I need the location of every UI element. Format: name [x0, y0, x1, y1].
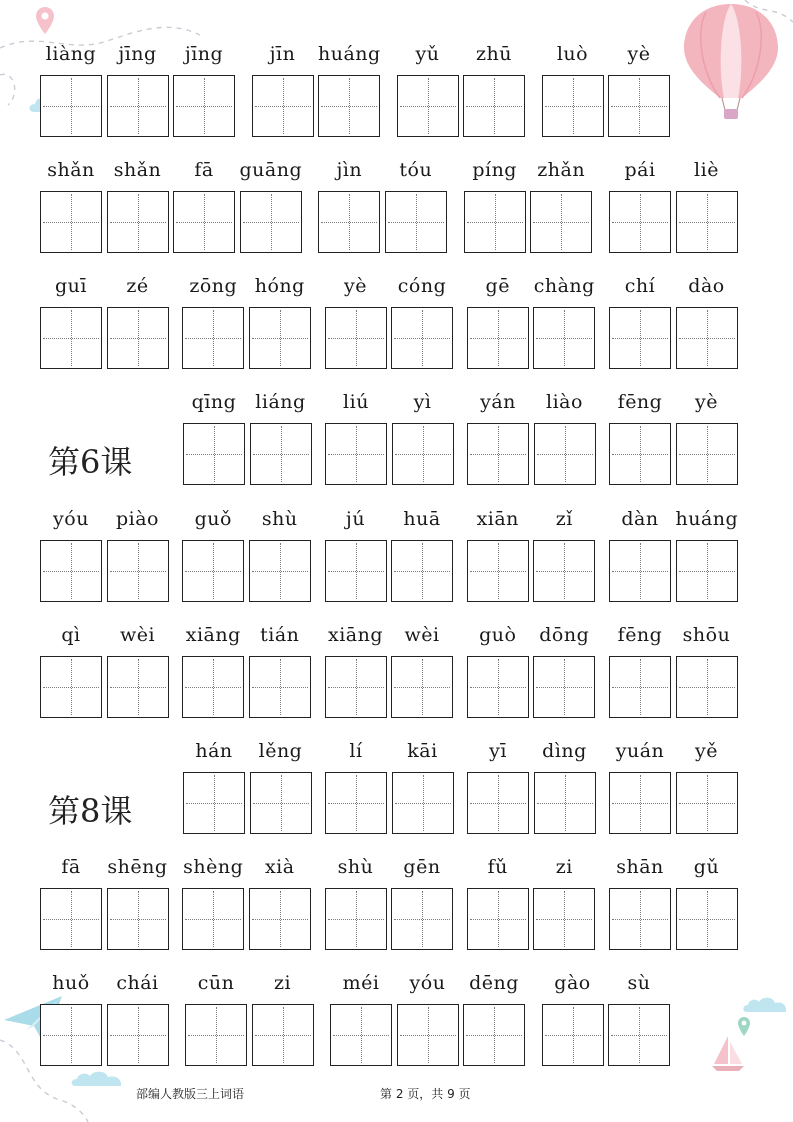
pinyin-label: shèng — [183, 856, 244, 878]
writing-cell[interactable] — [392, 772, 454, 834]
writing-cell[interactable] — [542, 1004, 604, 1066]
writing-cell[interactable] — [183, 423, 245, 485]
writing-cell[interactable] — [107, 540, 169, 602]
writing-cell[interactable] — [391, 888, 453, 950]
pinyin-label: dàn — [621, 508, 659, 530]
writing-cell[interactable] — [325, 656, 387, 718]
pinyin-label: lěng — [258, 740, 303, 762]
writing-cell[interactable] — [318, 75, 380, 137]
writing-cell[interactable] — [609, 888, 671, 950]
writing-cell[interactable] — [173, 191, 235, 253]
writing-cell[interactable] — [467, 772, 529, 834]
writing-cell[interactable] — [182, 888, 244, 950]
writing-cell[interactable] — [676, 888, 738, 950]
pinyin-label: fēng — [617, 391, 663, 413]
pinyin-label: zhū — [476, 43, 512, 65]
writing-cell[interactable] — [608, 1004, 670, 1066]
pinyin-label: zi — [273, 972, 292, 994]
pinyin-label: piào — [115, 508, 159, 530]
writing-cell[interactable] — [252, 75, 314, 137]
pinyin-label: jú — [345, 508, 366, 530]
writing-cell[interactable] — [467, 540, 529, 602]
writing-cell[interactable] — [533, 888, 595, 950]
writing-cell[interactable] — [530, 191, 592, 253]
pinyin-label: xiāng — [185, 624, 241, 646]
pinyin-label: liú — [343, 391, 369, 413]
pinyin-label: zé — [126, 275, 149, 297]
pinyin-label: jìn — [336, 159, 363, 181]
pinyin-label: liàng — [45, 43, 97, 65]
writing-cell[interactable] — [533, 656, 595, 718]
writing-cell[interactable] — [397, 75, 459, 137]
pinyin-label: shōu — [682, 624, 731, 646]
pinyin-label: huā — [403, 508, 441, 530]
writing-cell[interactable] — [676, 656, 738, 718]
pinyin-label: yì — [413, 391, 432, 413]
writing-cell[interactable] — [608, 75, 670, 137]
writing-cell[interactable] — [463, 75, 525, 137]
writing-cell[interactable] — [318, 191, 380, 253]
lesson-title: 第6课 — [48, 443, 133, 481]
writing-cell[interactable] — [330, 1004, 392, 1066]
pinyin-label: liè — [694, 159, 719, 181]
writing-cell[interactable] — [467, 423, 529, 485]
cloud-icon-bottom-right — [742, 994, 790, 1014]
pinyin-label: chái — [116, 972, 159, 994]
pinyin-label: zhǎn — [537, 159, 586, 181]
writing-cell[interactable] — [183, 772, 245, 834]
writing-cell[interactable] — [676, 423, 738, 485]
writing-cell[interactable] — [325, 772, 387, 834]
pinyin-label: jīng — [118, 43, 157, 65]
writing-cell[interactable] — [463, 1004, 525, 1066]
writing-cell[interactable] — [40, 75, 102, 137]
writing-cell[interactable] — [40, 191, 102, 253]
pinyin-label: qì — [61, 624, 81, 646]
pinyin-label: huáng — [318, 43, 381, 65]
writing-cell[interactable] — [107, 307, 169, 369]
writing-cell[interactable] — [107, 191, 169, 253]
writing-cell[interactable] — [182, 307, 244, 369]
writing-cell[interactable] — [609, 307, 671, 369]
pinyin-label: yǔ — [415, 43, 440, 65]
pinyin-label: guǒ — [194, 508, 232, 530]
pinyin-label: dìng — [542, 740, 587, 762]
writing-cell[interactable] — [249, 307, 311, 369]
writing-cell[interactable] — [182, 656, 244, 718]
map-pin-icon — [35, 6, 55, 36]
pinyin-label: gēn — [403, 856, 441, 878]
writing-cell[interactable] — [325, 888, 387, 950]
writing-cell[interactable] — [609, 191, 671, 253]
writing-cell[interactable] — [107, 75, 169, 137]
writing-cell[interactable] — [385, 191, 447, 253]
pinyin-label: fēng — [617, 624, 663, 646]
writing-cell[interactable] — [609, 772, 671, 834]
pinyin-label: wèi — [119, 624, 156, 646]
pinyin-label: zōng — [189, 275, 238, 297]
pinyin-label: shān — [616, 856, 664, 878]
pinyin-label: shù — [337, 856, 374, 878]
pinyin-label: fǔ — [487, 856, 508, 878]
pinyin-label: tián — [260, 624, 300, 646]
pinyin-label: hóng — [254, 275, 305, 297]
writing-cell[interactable] — [533, 307, 595, 369]
writing-cell[interactable] — [40, 540, 102, 602]
pinyin-label: yán — [480, 391, 516, 413]
pinyin-label: guāng — [239, 159, 303, 181]
writing-cell[interactable] — [391, 656, 453, 718]
writing-cell[interactable] — [249, 888, 311, 950]
pinyin-label: tóu — [399, 159, 433, 181]
pinyin-label: jīng — [184, 43, 224, 65]
page-number: 第 2 页，共 9 页 — [380, 1087, 471, 1101]
writing-cell[interactable] — [397, 1004, 459, 1066]
writing-cell[interactable] — [185, 1004, 247, 1066]
writing-cell[interactable] — [391, 307, 453, 369]
pinyin-label: zǐ — [555, 508, 573, 530]
pinyin-label: gǔ — [693, 856, 720, 878]
pinyin-label: yè — [627, 43, 651, 65]
writing-cell[interactable] — [325, 307, 387, 369]
pinyin-label: dēng — [469, 972, 519, 994]
pinyin-label: jīn — [269, 43, 296, 65]
writing-cell[interactable] — [107, 1004, 169, 1066]
pinyin-label: méi — [342, 972, 380, 994]
sailboat-icon — [708, 1032, 748, 1072]
pinyin-label: shǎn — [113, 159, 162, 181]
pinyin-label: yī — [489, 740, 507, 762]
writing-cell[interactable] — [40, 307, 102, 369]
writing-cell[interactable] — [40, 1004, 102, 1066]
pinyin-label: cóng — [397, 275, 447, 297]
pinyin-label: yè — [695, 391, 718, 413]
pinyin-label: sù — [627, 972, 651, 994]
writing-cell[interactable] — [467, 888, 529, 950]
pinyin-label: xiān — [476, 508, 519, 530]
pinyin-label: shù — [261, 508, 298, 530]
pinyin-label: yóu — [53, 508, 89, 530]
writing-cell[interactable] — [40, 656, 102, 718]
pinyin-label: yě — [695, 740, 718, 762]
pinyin-label: yóu — [409, 972, 446, 994]
writing-cell[interactable] — [534, 772, 596, 834]
pinyin-label: wèi — [404, 624, 440, 646]
pinyin-label: lí — [349, 740, 363, 762]
writing-cell[interactable] — [676, 191, 738, 253]
pinyin-label: guò — [479, 624, 517, 646]
pinyin-label: gào — [554, 972, 591, 994]
dashed-path-top-right — [740, 0, 793, 60]
writing-cell[interactable] — [392, 423, 454, 485]
lesson-title: 第8课 — [48, 792, 133, 830]
writing-cell[interactable] — [676, 540, 738, 602]
pinyin-label: fā — [61, 856, 81, 878]
writing-cell[interactable] — [609, 656, 671, 718]
pinyin-label: dōng — [539, 624, 590, 646]
pinyin-label: shēng — [107, 856, 168, 878]
pinyin-label: shǎn — [47, 159, 95, 181]
writing-cell[interactable] — [676, 307, 738, 369]
writing-cell[interactable] — [249, 540, 311, 602]
writing-cell[interactable] — [107, 888, 169, 950]
writing-cell[interactable] — [467, 656, 529, 718]
writing-cell[interactable] — [676, 772, 738, 834]
writing-cell[interactable] — [107, 656, 169, 718]
pinyin-label: kāi — [407, 740, 438, 762]
pinyin-label: yuán — [615, 740, 665, 762]
pinyin-label: luò — [556, 43, 589, 65]
pinyin-label: guī — [55, 275, 87, 297]
pinyin-label: cūn — [197, 972, 235, 994]
pinyin-label: huǒ — [52, 972, 90, 994]
pinyin-label: xiāng — [327, 624, 384, 646]
pinyin-label: zi — [555, 856, 573, 878]
cloud-icon-bottom-left — [70, 1068, 126, 1088]
pinyin-label: fā — [194, 159, 214, 181]
writing-cell[interactable] — [467, 307, 529, 369]
pinyin-label: chàng — [533, 275, 595, 297]
writing-cell[interactable] — [325, 423, 387, 485]
pinyin-label: dào — [688, 275, 725, 297]
writing-cell[interactable] — [250, 423, 312, 485]
pinyin-label: huáng — [675, 508, 739, 530]
pinyin-label: xià — [264, 856, 295, 878]
writing-cell[interactable] — [40, 888, 102, 950]
pinyin-label: pái — [624, 159, 656, 181]
pinyin-label: yè — [344, 275, 367, 297]
writing-cell[interactable] — [173, 75, 235, 137]
writing-cell[interactable] — [240, 191, 302, 253]
writing-cell[interactable] — [533, 540, 595, 602]
pinyin-label: hán — [195, 740, 233, 762]
pinyin-label: gē — [485, 275, 510, 297]
pinyin-label: liáng — [255, 391, 306, 413]
pinyin-label: píng — [472, 159, 517, 181]
writing-cell[interactable] — [464, 191, 526, 253]
writing-cell[interactable] — [542, 75, 604, 137]
pinyin-label: chí — [624, 275, 656, 297]
writing-cell[interactable] — [609, 423, 671, 485]
writing-cell[interactable] — [534, 423, 596, 485]
writing-cell[interactable] — [249, 656, 311, 718]
writing-cell[interactable] — [250, 772, 312, 834]
writing-cell[interactable] — [325, 540, 387, 602]
writing-cell[interactable] — [391, 540, 453, 602]
footer-title: 部编人教版三上词语 — [136, 1087, 245, 1101]
writing-cell[interactable] — [609, 540, 671, 602]
writing-cell[interactable] — [252, 1004, 314, 1066]
writing-cell[interactable] — [182, 540, 244, 602]
pinyin-label: qīng — [191, 391, 237, 413]
pinyin-label: liào — [546, 391, 583, 413]
